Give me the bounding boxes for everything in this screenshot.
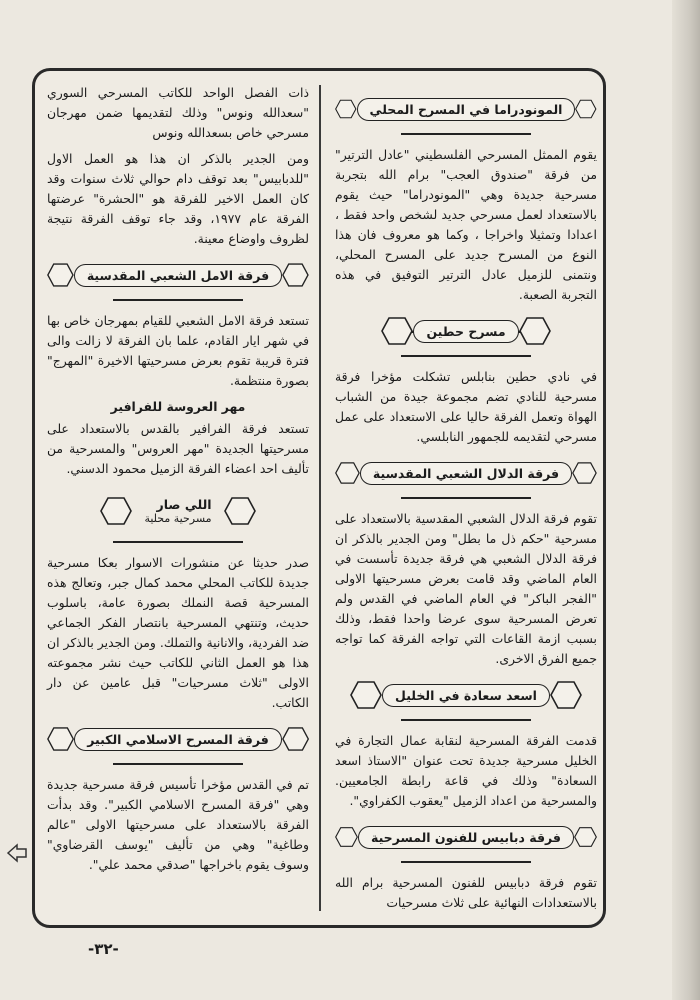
heading-monodrama bbox=[335, 91, 597, 127]
hexagon-ornament-icon bbox=[100, 497, 132, 525]
heading-label: فرقة الدلال الشعبي المقدسية bbox=[360, 462, 572, 485]
article-monodrama: يقوم الممثل المسرحي الفلسطيني "عادل الترتير" من فرقة "صندوق العجب" برام الله بتجربة مسرحية جديدة وهي "المونودراما" حيث يقوم بالاستعداد لعمل مسرحي جديد لشخص واحد فقط ، اعدادا وتمثيلا واخراجا ، وكما هو معروف فان هذا النوع من المسرح جديد على المسرح المحلي، ونتمنى للزميل عادل الترتير التوفيق في هذه التجربة الصعبة. bbox=[335, 147, 597, 302]
hexagon-ornament-icon bbox=[224, 497, 256, 525]
hexagon-ornament-icon bbox=[572, 459, 597, 487]
heading-label: اسعد سعادة في الخليل bbox=[382, 684, 550, 707]
arrow-left-icon bbox=[6, 842, 28, 864]
hexagon-ornament-icon bbox=[335, 823, 358, 851]
hexagon-ornament-icon bbox=[350, 681, 382, 709]
article-dabbabis-continued: ذات الفصل الواحد للكاتب المسرحي السوري "سعدالله ونوس" وذلك لتقديمها ضمن مهرجان مسرحي خاص بسعدالله ونوس bbox=[47, 85, 309, 140]
left-column bbox=[47, 83, 309, 919]
heading-underline bbox=[113, 299, 243, 301]
heading-hattin bbox=[335, 313, 597, 349]
heading-label: فرقة دبابيس للفنون المسرحية bbox=[358, 826, 574, 849]
heading-underline bbox=[113, 541, 243, 543]
heading-elli-sar bbox=[47, 487, 309, 535]
right-column bbox=[335, 83, 597, 919]
heading-dabbabis bbox=[335, 819, 597, 855]
heading-underline bbox=[401, 861, 531, 863]
hexagon-ornament-icon bbox=[47, 261, 74, 289]
article-elli-sar: صدر حديثا عن منشورات الاسوار بعكا مسرحية جديدة للكاتب المحلي محمد كمال جبر، وتعالج هذه المسرحية قصة النملك بصورة عامة، باسلوب حديث، وتنتهي المسرحية بانتصار الفكر الجماعي ضد الفردية، والانانية والتملك. ومن الجدير بالذكر ان هذا هو العمل الثاني للكاتب حيث نشر مجموعته الاولى "ثلاث مسرحيات" قبل عامين عن دار الكاتب. bbox=[47, 555, 309, 710]
hexagon-ornament-icon bbox=[575, 95, 597, 123]
heading-amal bbox=[47, 257, 309, 293]
hexagon-ornament-icon bbox=[550, 681, 582, 709]
heading-underline bbox=[113, 763, 243, 765]
heading-islamic-theatre bbox=[47, 721, 309, 757]
heading-label: فرقة الامل الشعبي المقدسية bbox=[74, 264, 282, 287]
heading-underline bbox=[401, 133, 531, 135]
heading-label: فرقة المسرح الاسلامي الكبير bbox=[74, 728, 282, 751]
hexagon-ornament-icon bbox=[47, 725, 74, 753]
heading-title: اللي صار bbox=[156, 497, 212, 512]
heading-label: مسرح حطين bbox=[413, 320, 518, 343]
page-number: -٣٢- bbox=[88, 940, 119, 958]
article-dabbabis-history: ومن الجدير بالذكر ان هذا هو العمل الاول "للدبابيس" بعد توقف دام حوالي ثلاث سنوات وقد كان العمل الاخير للفرقة هو "الحشرة" عرضتها الفرقة عام ١٩٧٧، وقد جاء توقف الفرقة نتيجة لظروف واوضاع معينة. bbox=[47, 151, 310, 246]
article-subhead: مهر العروسة للفرافير bbox=[110, 399, 246, 414]
heading-label: المونودراما في المسرح المحلي bbox=[357, 98, 576, 121]
hexagon-ornament-icon bbox=[335, 459, 360, 487]
heading-underline bbox=[401, 497, 531, 499]
column-divider bbox=[319, 85, 321, 911]
page-edge bbox=[672, 0, 700, 1000]
hexagon-ornament-icon bbox=[381, 317, 413, 345]
article-dabbabis: تقوم فرقة دبابيس للفنون المسرحية برام الله بالاستعدادات النهائية على ثلاث مسرحيات bbox=[335, 875, 597, 910]
heading-hebron bbox=[335, 677, 597, 713]
content-frame bbox=[32, 68, 606, 928]
hexagon-ornament-icon bbox=[282, 261, 309, 289]
article-amal: تستعد فرقة الامل الشعبي للقيام بمهرجان خاص بها في شهر ايار القادم، علما بان الفرقة لا زالت والى فترة قريبة تقوم بعرض مسرحيتها الاخيرة "المهرج" بصورة منتظمة. bbox=[47, 313, 309, 388]
hexagon-ornament-icon bbox=[519, 317, 551, 345]
hexagon-ornament-icon bbox=[335, 95, 357, 123]
hexagon-ornament-icon bbox=[282, 725, 309, 753]
heading-label bbox=[132, 494, 223, 528]
article-hattin: في نادي حطين بنابلس تشكلت مؤخرا فرقة مسرحية للنادي تضم مجموعة جيدة من الشباب الهواة وتعمل الفرقة حاليا على الاستعداد على عمل مسرحي لتقديمه للجمهور النابلسي. bbox=[335, 369, 597, 444]
heading-subtitle: مسرحية محلية bbox=[144, 512, 212, 525]
article-hebron: قدمت الفرقة المسرحية لنقابة عمال التجارة في الخليل مسرحية جديدة تحت عنوان "الاستاذ اسعد السعادة" وذلك في قاعة رابطة الجامعيين. والمسرحية من اعداد الزميل "يعقوب الكفراوي". bbox=[335, 733, 597, 808]
heading-dalal bbox=[335, 455, 597, 491]
hexagon-ornament-icon bbox=[574, 823, 597, 851]
article-islamic-theatre: تم في القدس مؤخرا تأسيس فرقة مسرحية جديدة وهي "فرقة المسرح الاسلامي الكبير". وقد بدأت الفرقة بالاستعداد على مسرحيتها الاولى "عالم وطاغية" وهي من تأليف "يوسف القرضاوي" وسوف يقوم باخراجها "صدقي محمد علي". bbox=[47, 777, 309, 872]
heading-underline bbox=[401, 719, 531, 721]
article-dalal: تقوم فرقة الدلال الشعبي المقدسية بالاستعداد على مسرحية "حكم ذل ما بطل" ومن الجدير بالذكر ان فرقة الدلال الشعبي هي فرقة جديدة تأسست في العام الماضي وقد قامت بعرض مسرحيتها الاولى "الفجر الباكر" في العام الماضي في القدس ولم تعرض المسرحية سوى عرضا واحدا فقط، وذلك بسبب ازمة القاعات التي تواجه الفرقة كما تواجه جميع الفرق الاخرى. bbox=[335, 511, 597, 666]
heading-underline bbox=[401, 355, 531, 357]
article-farafir: تستعد فرقة الفرافير بالقدس بالاستعداد على مسرحيتها الجديدة "مهر العروس" والمسرحية من تأليف احد اعضاء الفرقة الزميل محمود الدسني. bbox=[47, 421, 309, 476]
